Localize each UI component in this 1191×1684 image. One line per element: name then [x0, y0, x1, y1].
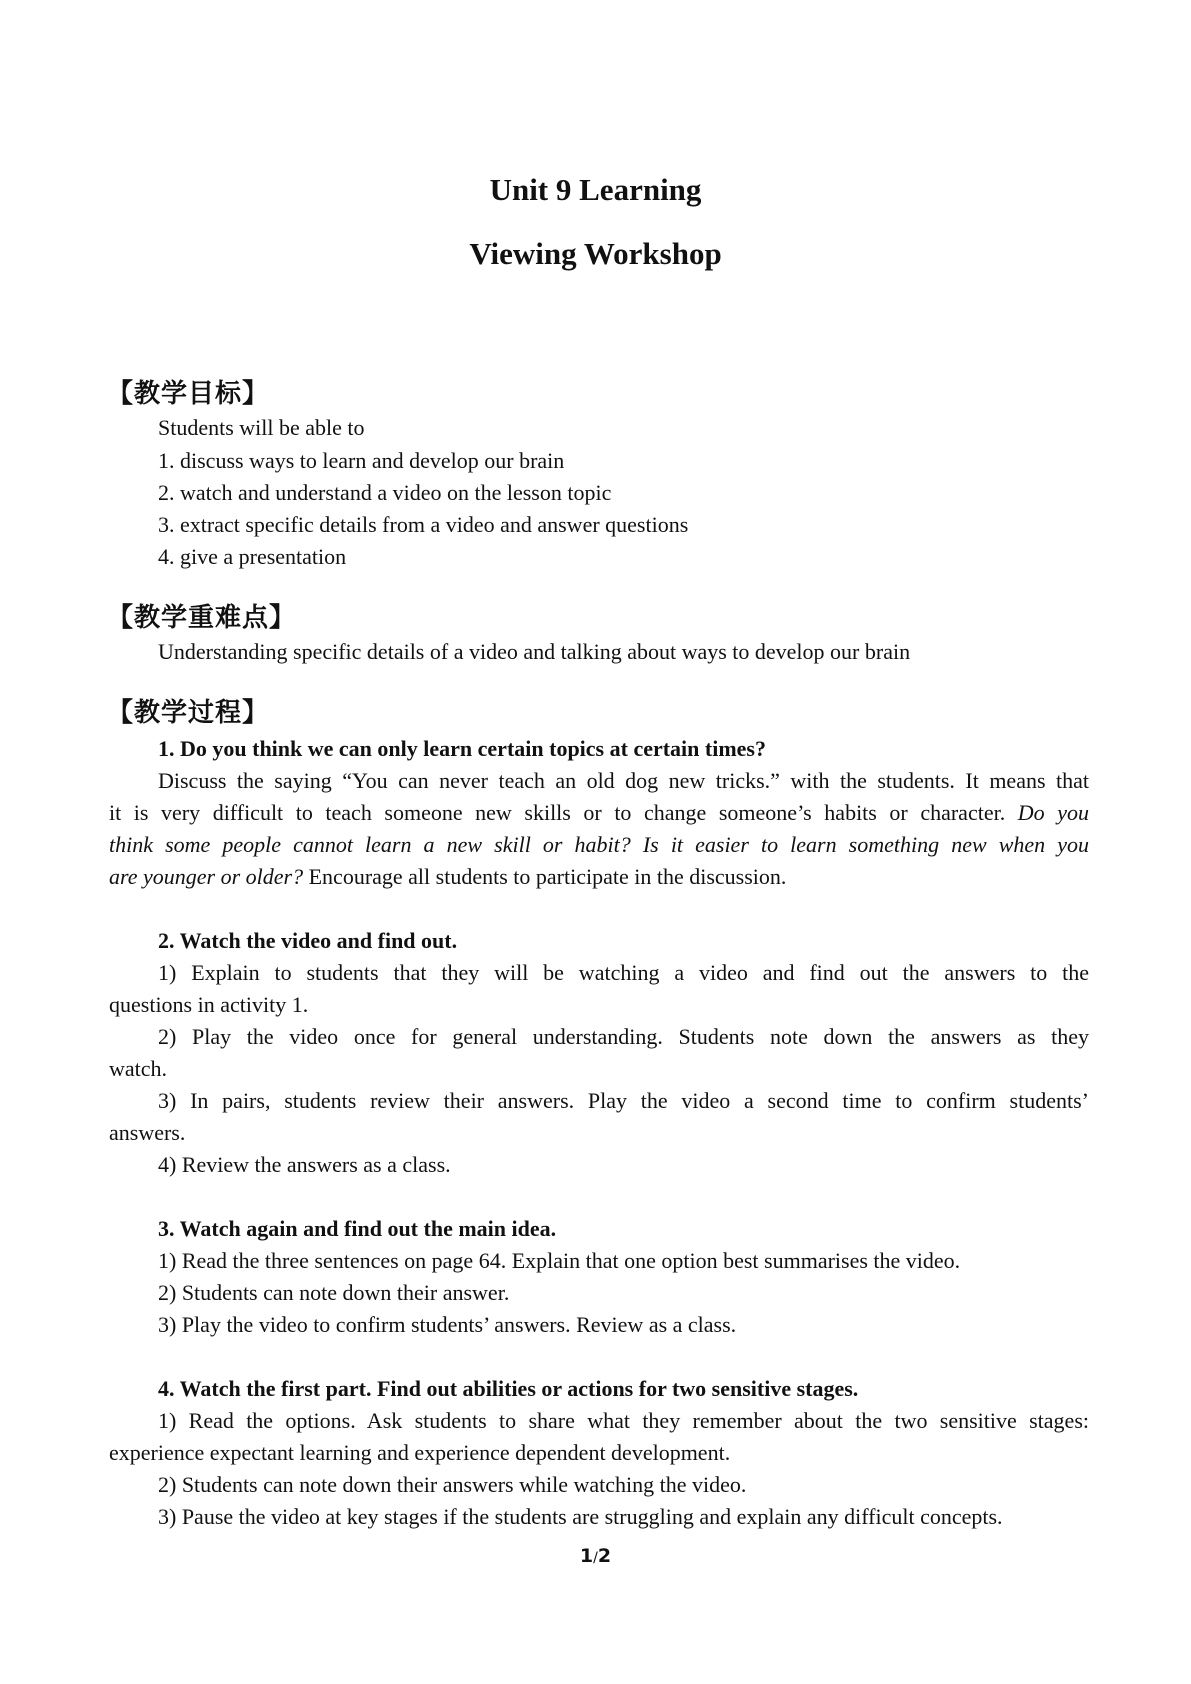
- step1-question: Do you: [1017, 800, 1090, 825]
- step2-line: 3) In pairs, students review their answers. Play the video a second time to confirm students’: [158, 1088, 1089, 1113]
- document-title: Unit 9 Learning: [489, 172, 702, 207]
- current-page: 1: [579, 1545, 594, 1567]
- keypoints-text: Understanding specific details of a video and talking about ways to develop our brain: [158, 639, 911, 664]
- step1-line: [109, 798, 1089, 828]
- step2-line: 2) Play the video once for general understanding. Students note down the answers as they: [158, 1024, 1089, 1049]
- step2-line: 1) Explain to students that they will be watching a video and find out the answers to the: [158, 960, 1089, 985]
- step2-line: questions in activity 1.: [109, 992, 309, 1017]
- page-separator: /: [593, 1550, 598, 1566]
- step1-line: [109, 862, 786, 892]
- objective-item: 2. watch and understand a video on the lesson topic: [158, 480, 612, 505]
- step1-text: Encourage all students to participate in the discussion.: [308, 864, 787, 889]
- step1-question: think some people cannot learn a new skill or habit? Is it easier to learn something new when you: [109, 832, 1089, 857]
- step4-line: experience expectant learning and experience dependent development.: [109, 1440, 731, 1465]
- objective-item: 4. give a presentation: [158, 544, 347, 569]
- document-subtitle: Viewing Workshop: [469, 236, 722, 271]
- step4-line: 2) Students can note down their answers while watching the video.: [158, 1472, 747, 1497]
- step2-line: 4) Review the answers as a class.: [158, 1152, 451, 1177]
- step2-line: watch.: [109, 1056, 168, 1081]
- step4-line: 1) Read the options. Ask students to share what they remember about the two sensitive stages:: [158, 1408, 1089, 1433]
- step1-line: Discuss the saying “You can never teach an old dog new tricks.” with the students. It means that: [158, 768, 1089, 793]
- objective-item: 3. extract specific details from a video and answer questions: [158, 512, 689, 537]
- step2-line: answers.: [109, 1120, 186, 1145]
- objectives-intro: Students will be able to: [158, 415, 365, 440]
- step1-question: are younger or older?: [109, 864, 304, 889]
- step3-line: 1) Read the three sentences on page 64. Explain that one option best summarises the video.: [158, 1248, 961, 1273]
- step3-title: 3. Watch again and find out the main idea.: [158, 1216, 557, 1241]
- step1-text: it is very difficult to teach someone new skills or to change someone’s habits or character.: [109, 800, 1006, 825]
- total-pages: 2: [597, 1545, 612, 1567]
- objectives-heading: 【教学目标】: [107, 379, 270, 409]
- step1-title: 1. Do you think we can only learn certain topics at certain times?: [158, 736, 766, 761]
- step3-line: 2) Students can note down their answer.: [158, 1280, 510, 1305]
- step2-title: 2. Watch the video and find out.: [158, 928, 458, 953]
- process-heading: 【教学过程】: [107, 698, 270, 728]
- step4-title: 4. Watch the first part. Find out abilities or actions for two sensitive stages.: [158, 1376, 859, 1401]
- step3-line: 3) Play the video to confirm students’ answers. Review as a class.: [158, 1312, 737, 1337]
- page-number: [0, 1545, 1191, 1567]
- objective-item: 1. discuss ways to learn and develop our brain: [158, 448, 565, 473]
- step4-line: 3) Pause the video at key stages if the students are struggling and explain any difficult concepts.: [158, 1504, 1003, 1529]
- keypoints-heading: 【教学重难点】: [107, 603, 297, 633]
